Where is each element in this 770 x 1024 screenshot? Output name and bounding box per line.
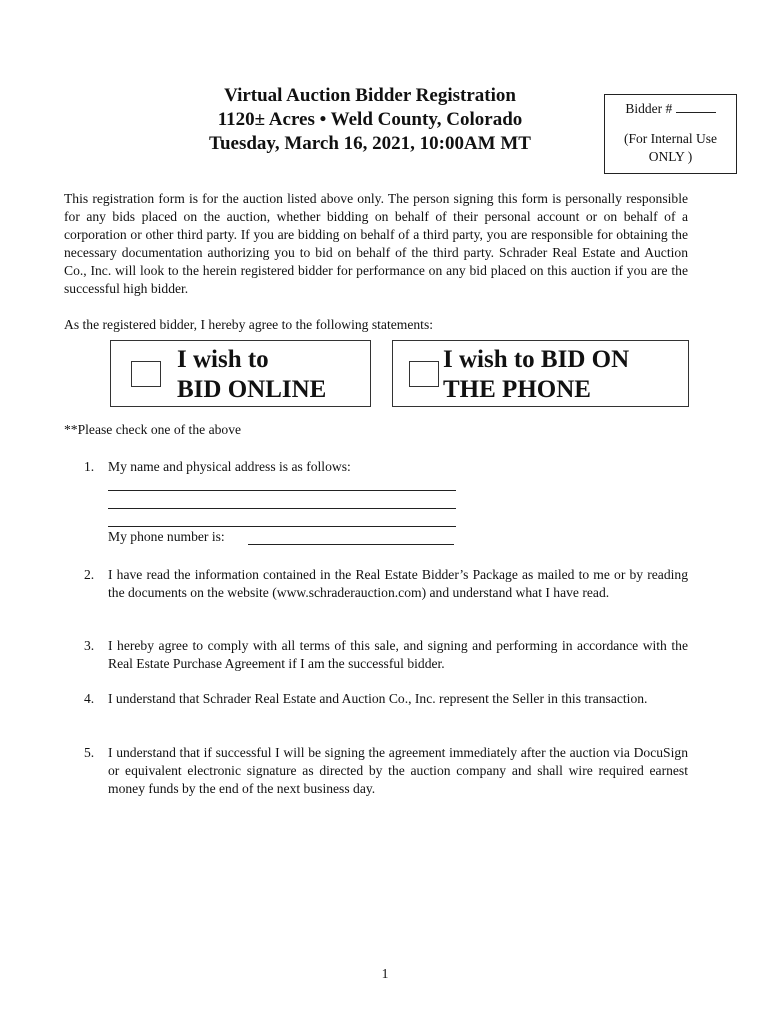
bid-online-label [177, 345, 326, 405]
internal-use-note [605, 130, 736, 166]
item-text: My name and physical address is as follows: [108, 459, 351, 474]
item-number: 3. [84, 638, 95, 653]
bid-online-label-line1: I wish to [177, 346, 269, 373]
address-line-2[interactable] [108, 508, 456, 509]
phone-number-label: My phone number is: [108, 529, 225, 544]
statement-item-5 [84, 744, 688, 798]
statement-item-1 [84, 458, 688, 476]
bid-online-checkbox[interactable] [131, 361, 161, 387]
bidder-number-label: Bidder # [625, 101, 673, 116]
bid-online-label-line2: BID ONLINE [177, 376, 327, 403]
internal-use-note-line1: (For Internal Use [624, 131, 717, 146]
bid-phone-option[interactable] [392, 340, 689, 407]
item-number: 5. [84, 745, 95, 760]
item-number: 4. [84, 691, 95, 706]
bidder-number-field[interactable] [605, 100, 736, 117]
statement-item-3 [84, 637, 688, 673]
item-number: 1. [84, 459, 95, 474]
page-number: 1 [381, 966, 389, 981]
intro-paragraph: This registration form is for the auction listed above only. The person signing this form is personally responsible for any bids placed on the auction, whether bidding on behalf of their personal account or on behalf of a corporation or other third party. If you are bidding on behalf of a third party, you are responsible for obtaining the necessary documentation authorizing you to bid on behalf of the third party. Schrader Real Estate and Auction Co., Inc. will look to the herein registered bidder for performance on any bid placed on this auction if you are the successful high bidder. [64, 191, 688, 296]
item-text: I hereby agree to comply with all terms of this sale, and signing and performing in accordance with the Real Estate Purchase Agreement if I am the successful bidder. [108, 638, 688, 671]
property-subtitle: 1120± Acres • Weld County, Colorado [217, 109, 523, 130]
internal-use-note-line2: ONLY ) [648, 149, 693, 164]
bid-phone-label-line1: I wish to BID ON [443, 346, 630, 373]
item-text: I understand that if successful I will be signing the agreement immediately after the auction via DocuSign or equivalent electronic signature as directed by the auction company and shall wire required earnest money funds by the end of the next business day. [108, 745, 688, 796]
address-line-3[interactable] [108, 526, 456, 527]
address-line-1[interactable] [108, 490, 456, 491]
item-text: I understand that Schrader Real Estate and Auction Co., Inc. represent the Seller in this transaction. [108, 691, 648, 706]
bidder-number-blank[interactable] [676, 100, 716, 113]
bid-online-option[interactable] [110, 340, 371, 407]
form-header [150, 84, 590, 156]
bid-phone-label-line2: THE PHONE [443, 376, 591, 403]
statement-item-2 [84, 566, 688, 602]
bid-phone-label [443, 345, 629, 405]
item-number: 2. [84, 567, 95, 582]
statement-item-4 [84, 690, 688, 708]
check-one-note: **Please check one of the above [64, 422, 242, 437]
agree-statement: As the registered bidder, I hereby agree to the following statements: [64, 317, 434, 332]
bidder-number-box [604, 94, 737, 174]
auction-date: Tuesday, March 16, 2021, 10:00AM MT [209, 133, 531, 154]
item-text: I have read the information contained in the Real Estate Bidder’s Package as mailed to me or by reading the documents on the website (www.schraderauction.com) and understand what I have read. [108, 567, 688, 600]
form-title: Virtual Auction Bidder Registration [224, 85, 516, 106]
phone-number-line[interactable] [248, 544, 454, 545]
bid-phone-checkbox[interactable] [409, 361, 439, 387]
